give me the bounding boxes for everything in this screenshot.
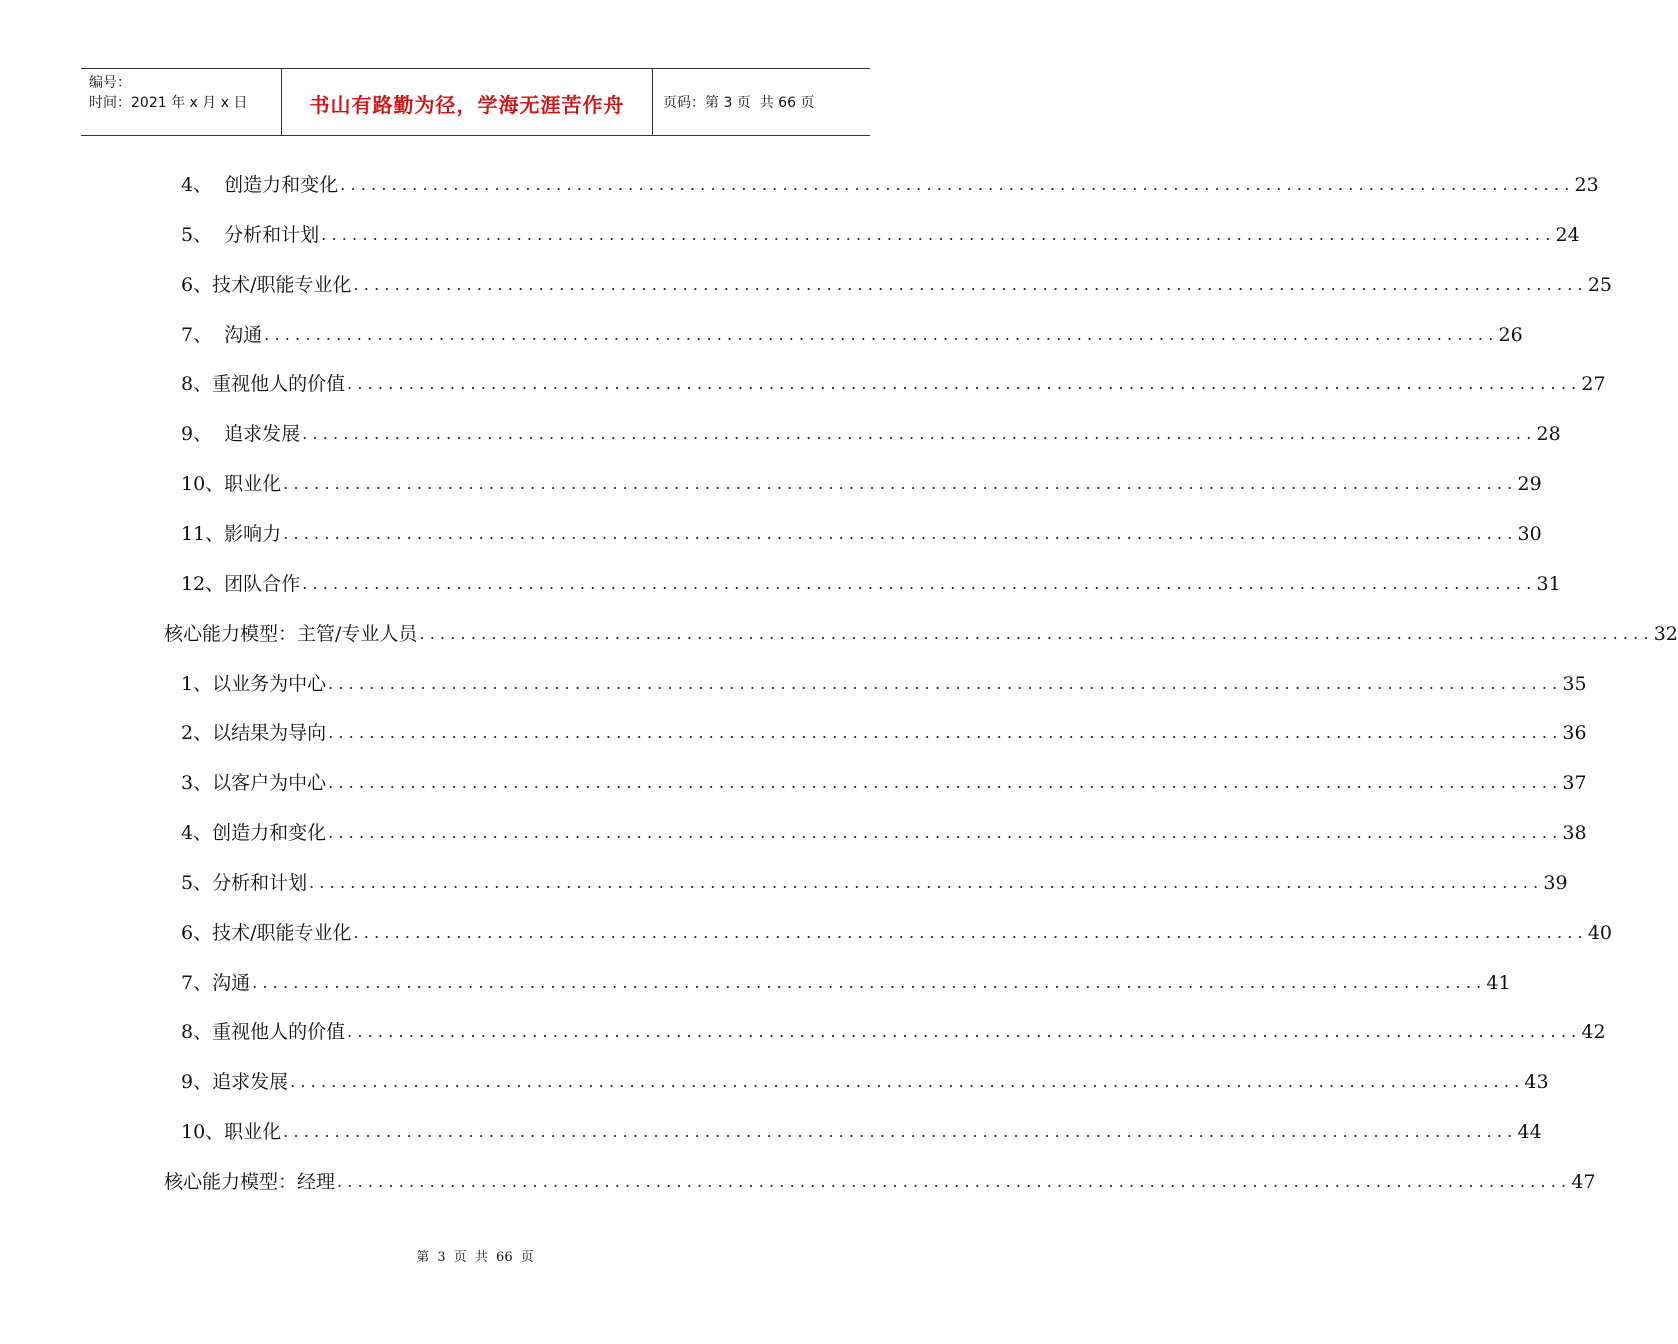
- toc-entry-page: 24: [1555, 224, 1580, 246]
- toc-entry-title: 10、职业化: [181, 1121, 282, 1143]
- toc-entry-title: 核心能力模型：主管/专业人员: [164, 623, 418, 645]
- toc-entry[interactable]: [181, 520, 1542, 548]
- toc-entry-title: 11、影响力: [181, 523, 282, 545]
- toc-dot-leader: ........................................................................................................................: [353, 923, 1588, 942]
- toc-entry-title: 4、创造力和变化: [181, 822, 327, 844]
- toc-entry-page: 38: [1562, 822, 1587, 844]
- toc-entry-title: 6、技术/职能专业化: [181, 922, 352, 944]
- toc-entry-page: 42: [1581, 1021, 1606, 1043]
- toc-entry-title: 12、团队合作: [181, 573, 301, 595]
- toc-dot-leader: ........................................................................................................................: [283, 524, 1518, 543]
- toc-dot-leader: ........................................................................................................................: [252, 973, 1487, 992]
- toc-entry[interactable]: [181, 1118, 1542, 1146]
- toc-entry-title: 3、以客户为中心: [181, 772, 327, 794]
- toc-dot-leader: ........................................................................................................................: [328, 674, 1563, 693]
- toc-entry-page: 40: [1587, 922, 1612, 944]
- toc-entry-page: 25: [1587, 274, 1612, 296]
- page-footer: 第 3 页 共 66 页: [416, 1250, 534, 1265]
- toc-entry-page: 28: [1536, 423, 1561, 445]
- toc-dot-leader: ........................................................................................................................: [264, 325, 1499, 344]
- toc-entry[interactable]: [181, 919, 1612, 947]
- toc-dot-leader: ........................................................................................................................: [347, 374, 1582, 393]
- toc-entry[interactable]: [181, 869, 1568, 897]
- toc-dot-leader: ........................................................................................................................: [302, 574, 1537, 593]
- toc-entry[interactable]: [181, 1068, 1549, 1096]
- toc-entry[interactable]: [181, 370, 1606, 398]
- toc-entry-title: 7、 沟通: [181, 324, 263, 346]
- toc-entry-page: 26: [1498, 324, 1523, 346]
- toc-entry-title: 9、追求发展: [181, 1071, 289, 1093]
- toc-entry[interactable]: [181, 271, 1612, 299]
- toc-entry-title: 7、沟通: [181, 972, 251, 994]
- toc-entry-page: 23: [1574, 174, 1599, 196]
- toc-entry-title: 1、以业务为中心: [181, 673, 327, 695]
- toc-entry-title: 9、 追求发展: [181, 423, 301, 445]
- toc-dot-leader: ........................................................................................................................: [353, 275, 1588, 294]
- number-label: 编号：: [89, 75, 131, 91]
- toc-dot-leader: ........................................................................................................................: [419, 624, 1654, 643]
- toc-dot-leader: ........................................................................................................................: [347, 1022, 1582, 1041]
- toc-entry-page: 35: [1562, 673, 1587, 695]
- toc-entry-title: 核心能力模型：经理: [164, 1171, 336, 1193]
- toc-entry[interactable]: [181, 819, 1587, 847]
- toc-dot-leader: ........................................................................................................................: [290, 1072, 1525, 1091]
- header-motto: 书山有路勤为径，学海无涯苦作舟: [282, 69, 653, 135]
- toc-entry-title: 6、技术/职能专业化: [181, 274, 352, 296]
- toc-dot-leader: ........................................................................................................................: [283, 474, 1518, 493]
- toc-entry[interactable]: [181, 969, 1511, 997]
- toc-entry[interactable]: [181, 221, 1580, 249]
- toc-entry-title: 8、重视他人的价值: [181, 1021, 346, 1043]
- time-label: 时间：2021 年 x 月 x 日: [89, 95, 248, 111]
- toc-entry-page: 47: [1571, 1171, 1596, 1193]
- toc-entry-title: 8、重视他人的价值: [181, 373, 346, 395]
- toc-entry-page: 39: [1543, 872, 1568, 894]
- toc-entry-title: 5、分析和计划: [181, 872, 308, 894]
- toc-entry[interactable]: [181, 570, 1561, 598]
- toc-entry[interactable]: [181, 171, 1599, 199]
- toc-dot-leader: ........................................................................................................................: [337, 1172, 1572, 1191]
- toc-dot-leader: ........................................................................................................................: [321, 225, 1556, 244]
- toc-entry[interactable]: [181, 321, 1523, 349]
- toc-entry-page: 36: [1562, 722, 1587, 744]
- toc-dot-leader: ........................................................................................................................: [283, 1122, 1518, 1141]
- toc-entry-title: 2、以结果为导向: [181, 722, 327, 744]
- toc-dot-leader: ........................................................................................................................: [302, 424, 1537, 443]
- toc-entry[interactable]: [164, 620, 1678, 648]
- toc-entry[interactable]: [164, 1168, 1596, 1196]
- toc-entry-page: 37: [1562, 772, 1587, 794]
- toc-entry[interactable]: [181, 719, 1587, 747]
- toc-entry-title: 10、职业化: [181, 473, 282, 495]
- toc-dot-leader: ........................................................................................................................: [340, 175, 1575, 194]
- toc-entry-page: 27: [1581, 373, 1606, 395]
- page-info-text: 页码：第 3 页 共 66 页: [663, 95, 815, 111]
- toc-entry[interactable]: [181, 670, 1587, 698]
- toc-dot-leader: ........................................................................................................................: [328, 773, 1563, 792]
- toc-entry-page: 29: [1517, 473, 1542, 495]
- toc-entry-page: 30: [1517, 523, 1542, 545]
- toc-dot-leader: ........................................................................................................................: [328, 723, 1563, 742]
- toc-entry-title: 5、 分析和计划: [181, 224, 320, 246]
- toc-entry-page: 44: [1517, 1121, 1542, 1143]
- toc-entry-page: 43: [1524, 1071, 1549, 1093]
- toc-entry-page: 31: [1536, 573, 1561, 595]
- toc-entry[interactable]: [181, 769, 1587, 797]
- toc-entry[interactable]: [181, 470, 1542, 498]
- toc-entry[interactable]: [181, 420, 1561, 448]
- toc-entry-page: 32: [1653, 623, 1678, 645]
- toc-entry-page: 41: [1486, 972, 1511, 994]
- toc-entry-title: 4、 创造力和变化: [181, 174, 339, 196]
- toc-dot-leader: ........................................................................................................................: [309, 873, 1544, 892]
- toc-dot-leader: ........................................................................................................................: [328, 823, 1563, 842]
- toc-entry[interactable]: [181, 1018, 1606, 1046]
